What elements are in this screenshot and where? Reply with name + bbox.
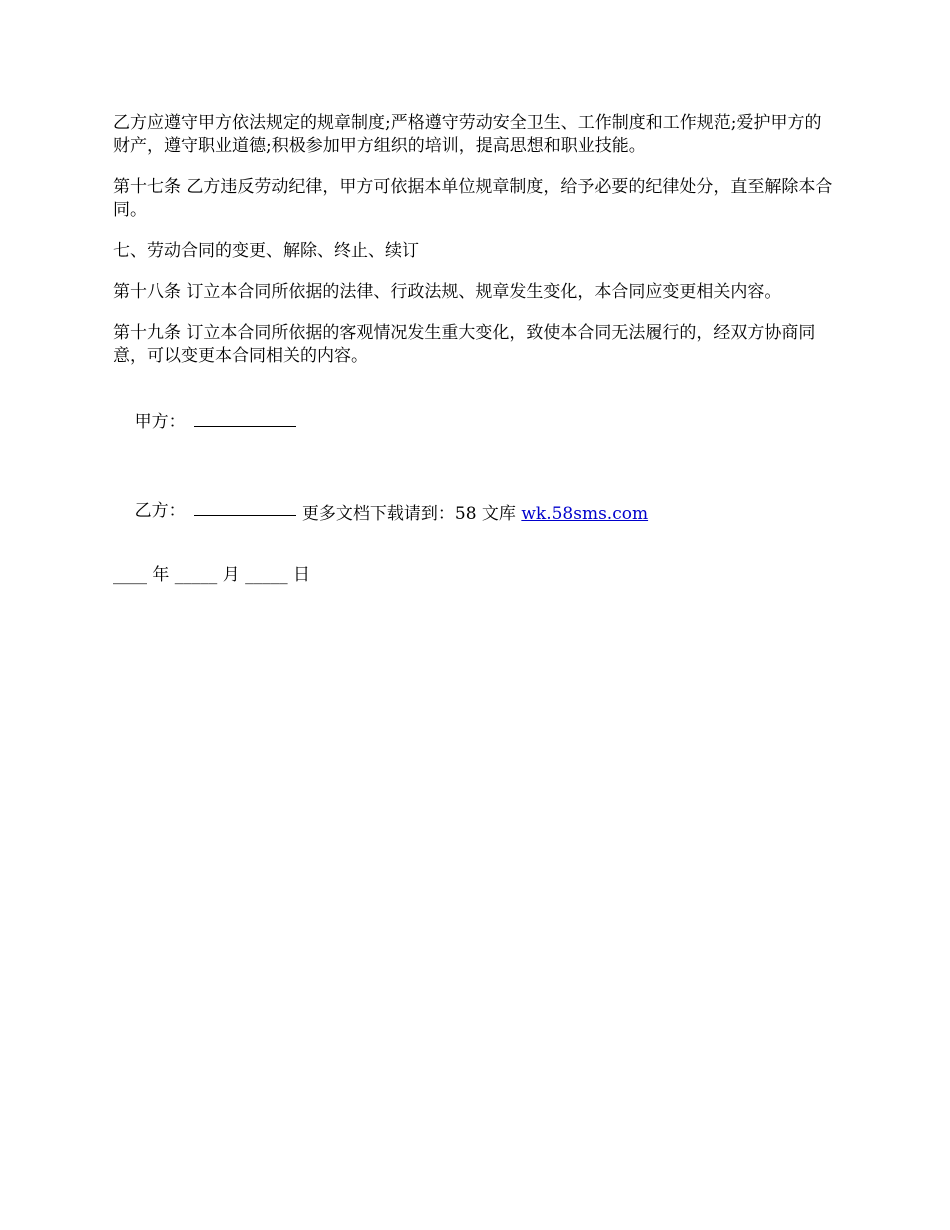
party-a-label: 甲方： — [134, 412, 186, 432]
section-heading-contract-changes: 七、劳动合同的变更、解除、终止、续订 — [113, 241, 419, 261]
paragraph-article-17: 第十七条 乙方违反劳动纪律，甲方可依据本单位规章制度，给予必要的纪律处分，直至解除本合同。 — [113, 177, 833, 220]
footer-link[interactable]: wk.58sms.com — [521, 504, 649, 524]
footer-prefix: 更多文档下载请到：58 文库 — [301, 504, 522, 524]
party-b-label: 乙方： — [134, 501, 186, 521]
party-a-signature-line — [194, 409, 296, 427]
paragraph-obligations: 乙方应遵守甲方依法规定的规章制度;严格遵守劳动安全卫生、工作制度和工作规范;爱护甲方的财产，遵守职业道德;积极参加甲方组织的培训，提高思想和职业技能。 — [113, 113, 822, 156]
download-footer — [0, 503, 950, 526]
date-line: ____ 年 _____ 月 _____ 日 — [113, 565, 311, 585]
document-body — [113, 112, 837, 605]
party-a-signature — [113, 386, 837, 457]
paragraph-article-18: 第十八条 订立本合同所依据的法律、行政法规、规章发生变化，本合同应变更相关内容。 — [113, 282, 782, 302]
paragraph-article-19: 第十九条 订立本合同所依据的客观情况发生重大变化，致使本合同无法履行的，经双方协商同意，可以变更本合同相关的内容。 — [113, 323, 816, 366]
